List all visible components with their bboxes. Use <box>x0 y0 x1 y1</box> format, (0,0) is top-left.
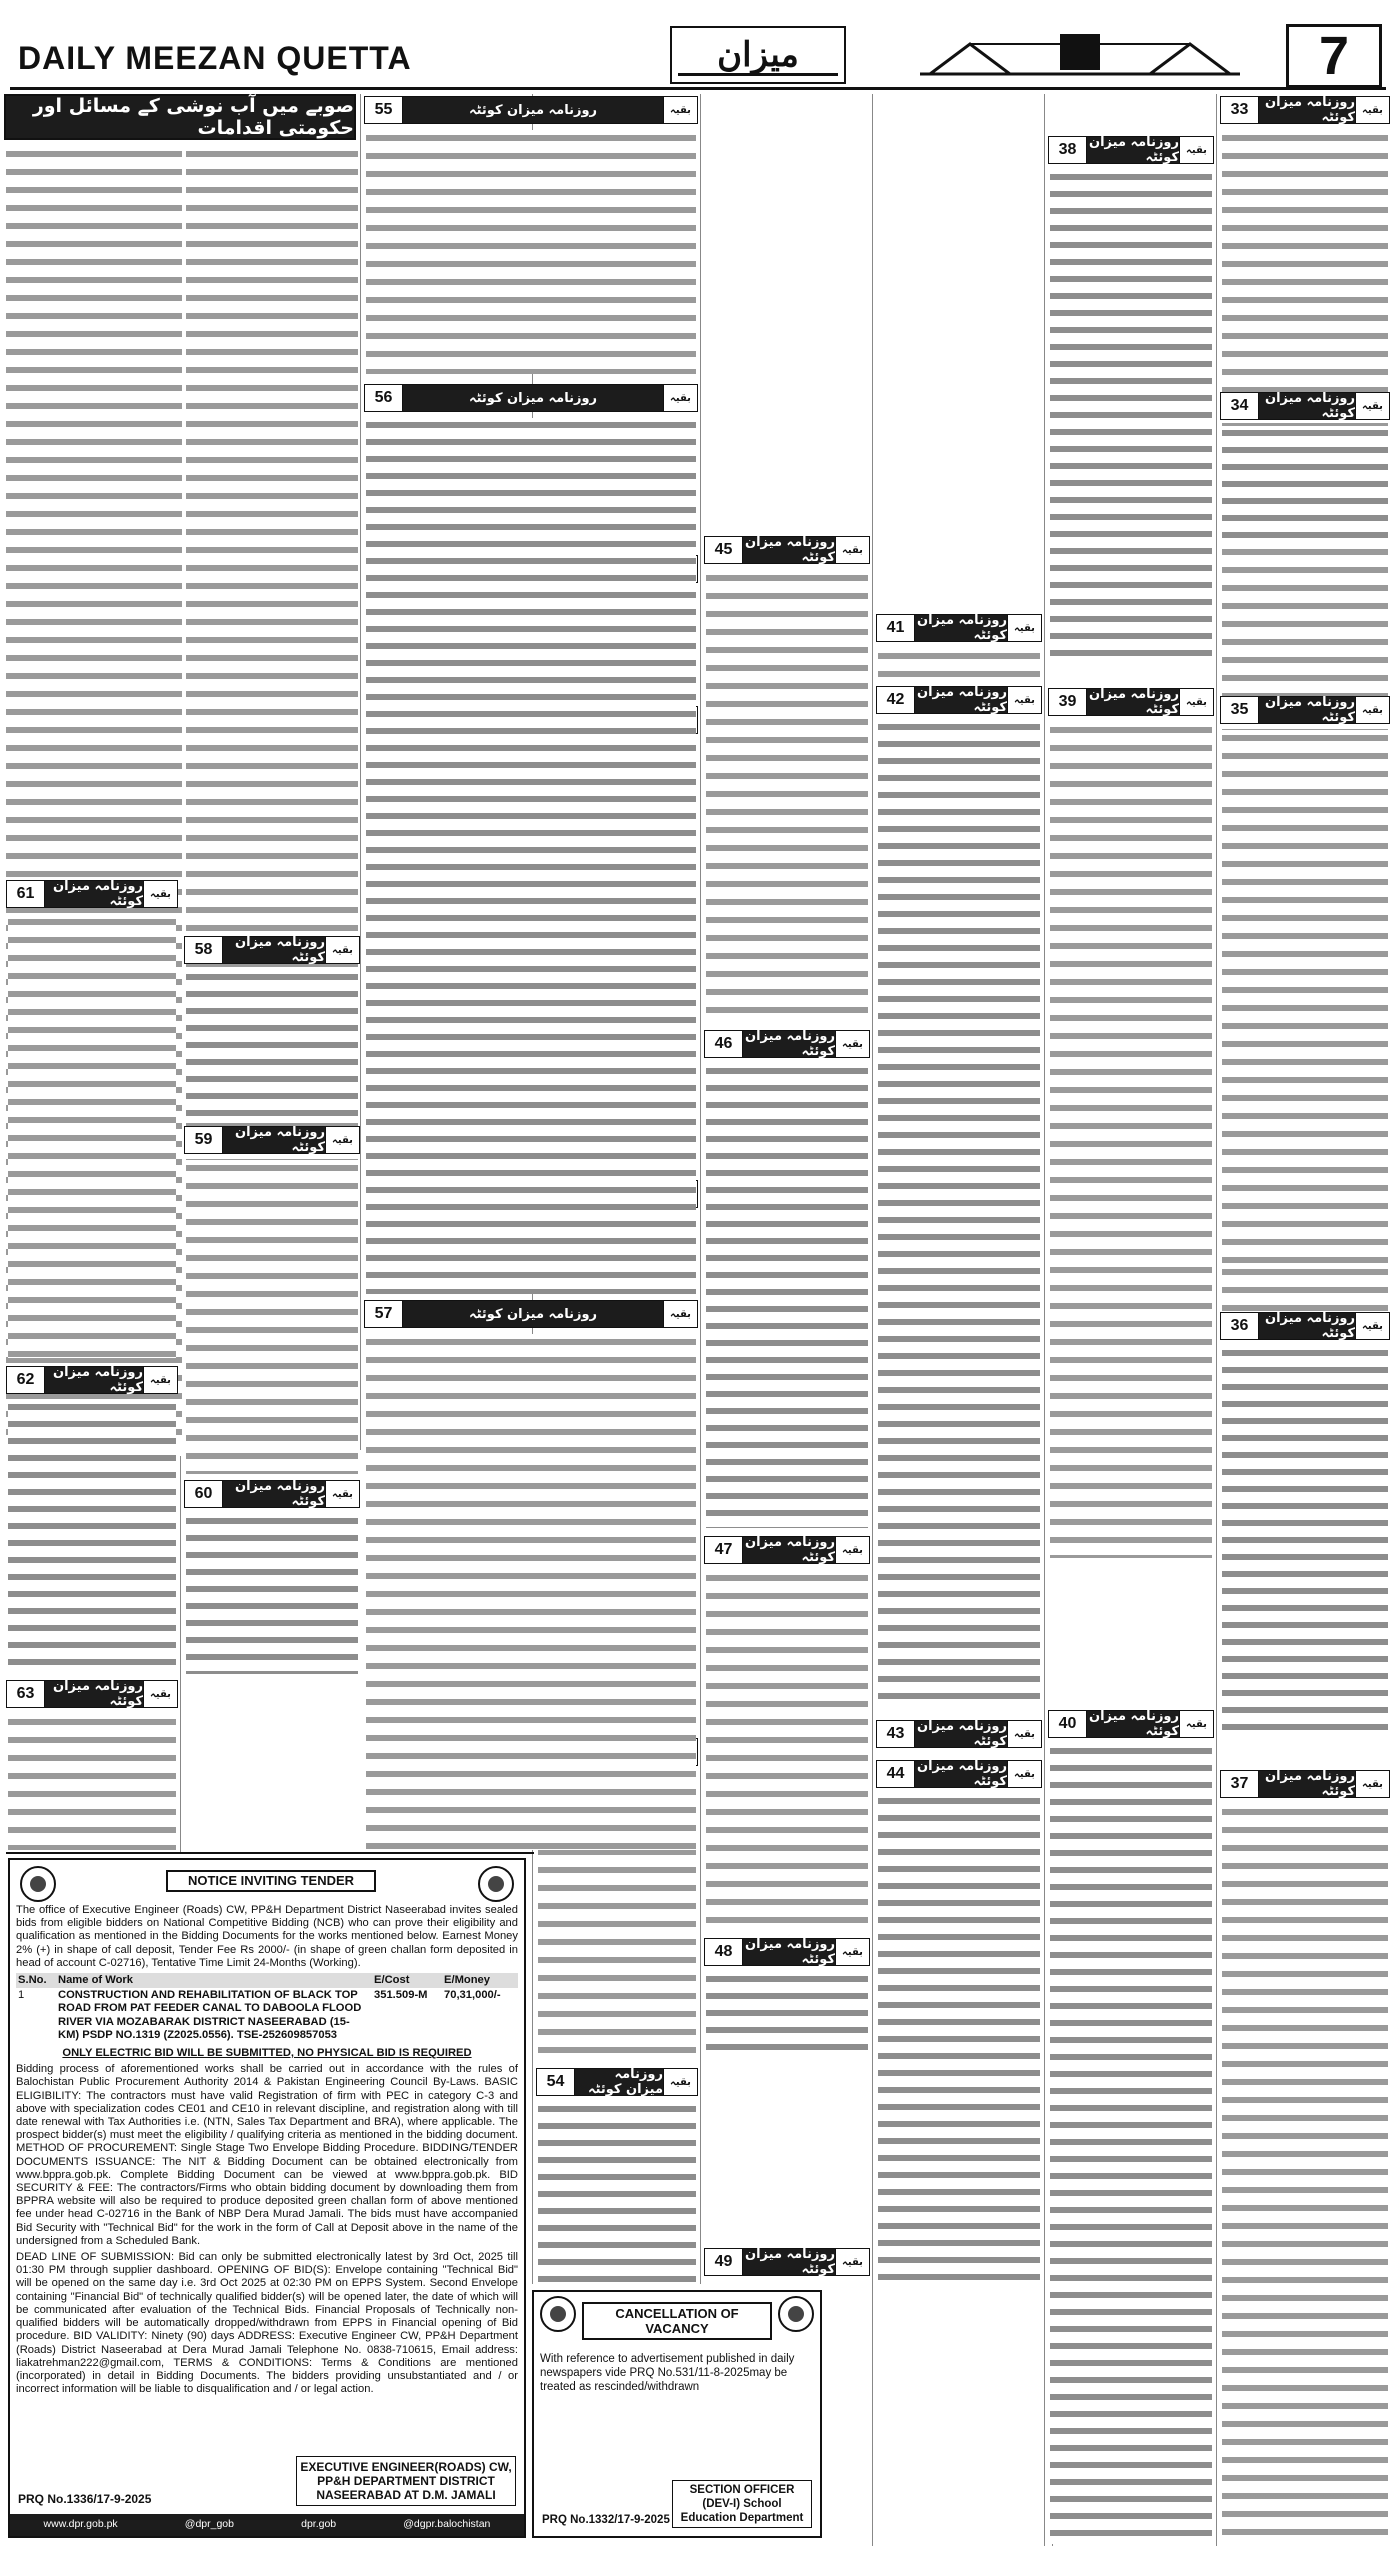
column-rule <box>180 1456 181 1852</box>
continuation-number: 41 <box>877 615 915 641</box>
tender-title: NOTICE INVITING TENDER <box>166 1870 376 1892</box>
continuation-header <box>184 1126 360 1154</box>
tender-notice <box>8 1858 526 2538</box>
section-divider <box>6 1852 534 1854</box>
continuation-tag: بقیہ <box>1355 697 1389 723</box>
continuation-header <box>364 96 698 124</box>
continuation-tag: بقیہ <box>143 1681 177 1707</box>
continuation-caption: روزنامہ میزان کوئٹہ <box>745 1937 835 1967</box>
continuation-number: 36 <box>1221 1313 1259 1339</box>
cancellation-title: CANCELLATION OF VACANCY <box>582 2302 772 2340</box>
social-footer <box>10 2514 524 2536</box>
continuation-tag: بقیہ <box>663 385 697 411</box>
continuation-text <box>878 720 1040 1710</box>
continuation-header <box>184 936 360 964</box>
continuation-header <box>6 1366 178 1394</box>
continuation-number: 46 <box>705 1031 743 1057</box>
continuation-tag: بقیہ <box>143 881 177 907</box>
continuation-text <box>186 1514 358 1674</box>
continuation-number: 33 <box>1221 97 1259 123</box>
continuation-header <box>876 1760 1042 1788</box>
continuation-tag: بقیہ <box>835 1031 869 1057</box>
table-row <box>16 1988 518 2043</box>
continuation-tag: بقیہ <box>325 937 359 963</box>
continuation-caption: روزنامہ میزان کوئٹہ <box>1259 1313 1355 1339</box>
continuation-number: 38 <box>1049 137 1087 163</box>
tender-table-header-row <box>16 1973 518 1988</box>
continuation-caption: روزنامہ میزان کوئٹہ <box>223 1481 325 1507</box>
continuation-tag: بقیہ <box>835 2249 869 2275</box>
continuation-caption: روزنامہ میزان کوئٹہ <box>1259 697 1355 723</box>
continuation-number: 54 <box>537 2069 575 2095</box>
continuation-caption: روزنامہ میزان کوئٹہ <box>745 1535 835 1565</box>
continuation-text <box>8 1400 176 1674</box>
continuation-tag: بقیہ <box>663 97 697 123</box>
continuation-caption: روزنامہ میزان کوئٹہ <box>403 1301 663 1327</box>
continuation-number: 62 <box>7 1367 45 1393</box>
continuation-text <box>366 1334 696 1850</box>
continuation-header <box>364 384 698 412</box>
continuation-caption: روزنامہ میزان کوئٹہ <box>917 1759 1007 1789</box>
column-rule <box>1044 94 1045 2546</box>
page-number: 7 <box>1286 24 1382 88</box>
continuation-tag: بقیہ <box>1007 1761 1041 1787</box>
cancellation-body: With reference to advertisement published in daily newspapers vide PRQ No.531/11-8-2025may be treated as rescinded/withdrawn <box>540 2353 795 2393</box>
newspaper-logo <box>670 26 846 84</box>
continuation-tag: بقیہ <box>1179 137 1213 163</box>
column-rule <box>360 94 361 1450</box>
continuation-tag: بقیہ <box>835 1939 869 1965</box>
continuation-number: 57 <box>365 1301 403 1327</box>
continuation-header <box>184 1480 360 1508</box>
continuation-text <box>186 970 358 1118</box>
continuation-tag: بقیہ <box>1179 689 1213 715</box>
cancellation-signatory: SECTION OFFICER (DEV-I) School Education Department <box>672 2480 812 2528</box>
continuation-text <box>538 2102 696 2282</box>
continuation-number: 61 <box>7 881 45 907</box>
continuation-tag: بقیہ <box>663 2069 697 2095</box>
continuation-text <box>878 1794 1040 2282</box>
continuation-header <box>1220 1770 1390 1798</box>
government-emblem-icon <box>778 2296 814 2332</box>
column-rule <box>872 94 873 2546</box>
continuation-text <box>706 1064 868 1528</box>
continuation-text <box>1050 722 1212 1558</box>
logo-underline <box>678 73 838 76</box>
continuation-number: 37 <box>1221 1771 1259 1797</box>
continuation-text <box>1222 1804 1388 2544</box>
government-emblem-icon <box>20 1866 56 1902</box>
government-emblem-icon <box>540 2296 576 2332</box>
continuation-tag: بقیہ <box>1007 1721 1041 1747</box>
continuation-caption: روزنامہ میزان کوئٹہ <box>917 685 1007 715</box>
continuation-caption: روزنامہ میزان کوئٹہ <box>45 881 143 907</box>
continuation-caption: روزنامہ میزان کوئٹہ <box>1259 1771 1355 1797</box>
continuation-text <box>8 914 176 1358</box>
continuation-tag: بقیہ <box>1355 1313 1389 1339</box>
continuation-number: 58 <box>185 937 223 963</box>
continuation-text <box>1222 426 1388 538</box>
table-cell-cost: 351.509-M <box>374 1989 428 2002</box>
continuation-header <box>1048 1710 1214 1738</box>
continuation-number: 44 <box>877 1761 915 1787</box>
continuation-tag: بقیہ <box>325 1481 359 1507</box>
tender-prq-number: PRQ No.1336/17-9-2025 <box>18 2491 152 2506</box>
continuation-header <box>1220 96 1390 124</box>
tender-header <box>16 1864 518 1904</box>
continuation-text <box>366 418 696 1294</box>
continuation-caption: روزنامہ میزان کوئٹہ <box>745 535 835 565</box>
continuation-caption: روزنامہ میزان کوئٹہ <box>1259 97 1355 123</box>
continuation-caption: روزنامہ میزان کوئٹہ <box>745 1029 835 1059</box>
table-header: E/Money <box>442 1973 518 1988</box>
continuation-header <box>704 536 870 564</box>
continuation-header <box>704 1030 870 1058</box>
continuation-number: 49 <box>705 2249 743 2275</box>
continuation-tag: بقیہ <box>1355 393 1389 419</box>
government-emblem-icon <box>478 1866 514 1902</box>
continuation-header <box>1220 696 1390 724</box>
continuation-caption: روزنامہ میزان کوئٹہ <box>917 1719 1007 1749</box>
cancellation-prq-number: PRQ No.1332/17-9-2025 <box>542 2514 670 2526</box>
continuation-caption: روزنامہ میزان کوئٹہ <box>403 385 663 411</box>
continuation-tag: بقیہ <box>1355 97 1389 123</box>
continuation-text <box>706 570 868 1022</box>
continuation-number: 39 <box>1049 689 1087 715</box>
continuation-tag: بقیہ <box>1007 615 1041 641</box>
tender-intro: The office of Executive Engineer (Roads) CW, PP&H Department District Naseerabad invites sealed bids from eligible bidders on National Competitive Bidding (NCB) who can prove their eligibility and qualification as mentioned in the Bidding Documents for the works mentioned below. Earnest Money 2% (+) in shape of call deposit, Tender Fee Rs 2000/- (in shape of green challan form deposited in head of account C-02716), Tentative Time Limit 24-Months (Working). <box>16 1904 518 1969</box>
continuation-text <box>1222 730 1388 1268</box>
table-cell-money: 70,31,000/- <box>444 1989 501 2002</box>
continuation-number: 55 <box>365 97 403 123</box>
masthead <box>10 24 1386 90</box>
continuation-caption: روزنامہ میزان کوئٹہ <box>223 937 325 963</box>
logo-text: میزان <box>717 35 799 75</box>
continuation-number: 59 <box>185 1127 223 1153</box>
continuation-caption: روزنامہ میزان کوئٹہ <box>1089 687 1179 717</box>
continuation-caption: روزنامہ میزان کوئٹہ <box>917 613 1007 643</box>
tender-deadline: DEAD LINE OF SUBMISSION: Bid can only be submitted electronically latest by 3rd Oct, 2025 till 01:30 PM through supplier dashboard. OPENING OF BID(S): Envelope containing "Technical Bid" will be opened on the same day i.e. 3rd Oct 2025 at 02:30 PM on EPPS System. Second Envelope containing "Financial Bid" of technically qualified bidder(s) will be opened later, the date of which will be communicated after evaluation of the Technical Bids. Financial Proposals of Technically non-qualified bidders will be automatically dropped/withdrawn from EPPS in Financial opening of Bid procedure. BID VALIDITY: Ninety (90) days ADDRESS: Executive Engineer CW, PP&H Department (Roads) District Naseerabad at Dera Murad Jamali Telephone No. 0838-710615, Email address: liakatrehman222@gmail.com, TERMS & CONDITIONS: Terms & Conditions are mentioned (incorporated) in detail in Bidding Documents. The bidders providing unsubstantiated and / or incorrect information will be liable to disqualification and / or legal action. <box>16 2251 518 2396</box>
continuation-header <box>876 686 1042 714</box>
website-link[interactable]: www.dpr.gob.pk <box>43 2518 118 2531</box>
continuation-caption: روزنامہ میزان کوئٹہ <box>1089 1709 1179 1739</box>
continuation-header <box>704 1938 870 1966</box>
tender-table <box>16 1973 518 2043</box>
continuation-header <box>1220 392 1390 420</box>
newspaper-title: DAILY MEEZAN QUETTA <box>18 40 412 76</box>
continuation-text <box>366 130 696 374</box>
table-cell-sno: 1 <box>18 1989 25 2002</box>
continuation-tag: بقیہ <box>325 1127 359 1153</box>
continuation-text <box>1222 1346 1388 1738</box>
continuation-number: 47 <box>705 1537 743 1563</box>
cancellation-notice <box>532 2290 822 2538</box>
continuation-tag: بقیہ <box>1007 687 1041 713</box>
continuation-header <box>536 2068 698 2096</box>
column-rule <box>1216 94 1217 2546</box>
tender-body: Bidding process of aforementioned works shall be carried out in accordance with the rules of Balochistan Public Procurement Authority 2014 & Pakistan Engineering Council By-Laws. BASIC ELIGIBILITY: The contractors must have valid Registration of firm with PEC in category C-3 and above with specialization codes CE01 and CE10 in relevant discipline, and registration along with till date renewal with Tax Authorities i.e. (NTN, Sales Tax Department and BRA), where applicable. The prospect bidder(s) must meet the eligibility / qualifying criteria as mentioned in the bidding document. METHOD OF PROCUREMENT: Single Stage Two Envelope Bidding Procedure. BIDDING/TENDER DOCUMENTS ISSUANCE: The NIT & Bidding Document can be obtained electronically from www.bppra.gob.pk. Complete Bidding Document can be viewed at www.bppra.gob.pk. BID SECURITY & FEE: The contractors/Firms who obtain bidding document by downloading them from BPPRA website will also be required to produce deposited green challan form of above mentioned fee under head C-02716 in the Bank of NBP Dera Murad Jamali. The bids must have accompanied Bid Security with "Technical Bid" for the work in the form of Call at Deposit above in the name of the undersigned from a Scheduled Bank. <box>16 2063 518 2247</box>
table-header: Name of Work <box>56 1973 372 1988</box>
continuation-text <box>186 1160 358 1474</box>
continuation-header <box>876 1720 1042 1748</box>
continuation-header <box>364 1300 698 1328</box>
continuation-tag: بقیہ <box>663 1301 697 1327</box>
continuation-number: 45 <box>705 537 743 563</box>
continuation-header <box>1220 1312 1390 1340</box>
lead-headline: صوبے میں آب نوشی کے مسائل اور حکومتی اقدامات <box>4 94 356 140</box>
continuation-number: 34 <box>1221 393 1259 419</box>
table-cell-work: CONSTRUCTION AND REHABILITATION OF BLACK TOP ROAD FROM PAT FEEDER CANAL TO DABOOLA FLOOD RIVER VIA MOZABARAK DISTRICT NASEERABAD (15-KM) PSDP NO.1319 (Z2025.0556). TSE-252609857053 <box>58 1989 362 2041</box>
scales-of-justice-icon <box>910 30 1250 82</box>
continuation-number: 35 <box>1221 697 1259 723</box>
tender-signatory: EXECUTIVE ENGINEER(ROADS) CW, PP&H DEPARTMENT DISTRICT NASEERABAD AT D.M. JAMALI <box>296 2456 516 2506</box>
continuation-text <box>8 1714 176 1850</box>
continuation-header <box>1048 688 1214 716</box>
continuation-number: 48 <box>705 1939 743 1965</box>
continuation-number: 63 <box>7 1681 45 1707</box>
continuation-header <box>704 2248 870 2276</box>
continuation-caption: روزنامہ میزان کوئٹہ <box>1259 393 1355 419</box>
facebook-handle[interactable]: dpr.gob <box>301 2518 337 2531</box>
continuation-tag: بقیہ <box>1179 1711 1213 1737</box>
continuation-caption: روزنامہ میزان کوئٹہ <box>223 1127 325 1153</box>
continuation-number: 60 <box>185 1481 223 1507</box>
continuation-text <box>878 648 1040 678</box>
continuation-caption: روزنامہ میزان کوئٹہ <box>45 1367 143 1393</box>
continuation-caption: روزنامہ میزان کوئٹہ <box>575 2069 663 2095</box>
continuation-caption: روزنامہ میزان کوئٹہ <box>403 97 663 123</box>
continuation-text <box>706 1570 868 1928</box>
continuation-header <box>876 614 1042 642</box>
continuation-caption: روزنامہ میزان کوئٹہ <box>745 2247 835 2277</box>
column-rule <box>700 94 701 2284</box>
twitter-handle[interactable]: @dpr_gob <box>184 2518 234 2531</box>
continuation-caption: روزنامہ میزان کوئٹہ <box>45 1681 143 1707</box>
table-header: S.No. <box>16 1973 56 1988</box>
continuation-tag: بقیہ <box>835 1537 869 1563</box>
continuation-header <box>704 1536 870 1564</box>
continuation-tag: بقیہ <box>143 1367 177 1393</box>
continuation-text <box>706 1972 868 2058</box>
continuation-text <box>1050 170 1212 658</box>
continuation-number: 40 <box>1049 1711 1087 1737</box>
electric-bid-notice: ONLY ELECTRIC BID WILL BE SUBMITTED, NO PHYSICAL BID IS REQUIRED <box>62 2047 472 2060</box>
continuation-tag: بقیہ <box>1355 1771 1389 1797</box>
continuation-header <box>1048 136 1214 164</box>
instagram-handle[interactable]: @dgpr.balochistan <box>403 2518 491 2531</box>
table-header: E/Cost <box>372 1973 442 1988</box>
continuation-text <box>1050 1744 1212 2544</box>
continuation-number: 43 <box>877 1721 915 1747</box>
continuation-number: 56 <box>365 385 403 411</box>
continuation-header <box>6 1680 178 1708</box>
continuation-number: 42 <box>877 687 915 713</box>
continuation-header <box>6 880 178 908</box>
continuation-caption: روزنامہ میزان کوئٹہ <box>1089 135 1179 165</box>
continuation-tag: بقیہ <box>835 537 869 563</box>
